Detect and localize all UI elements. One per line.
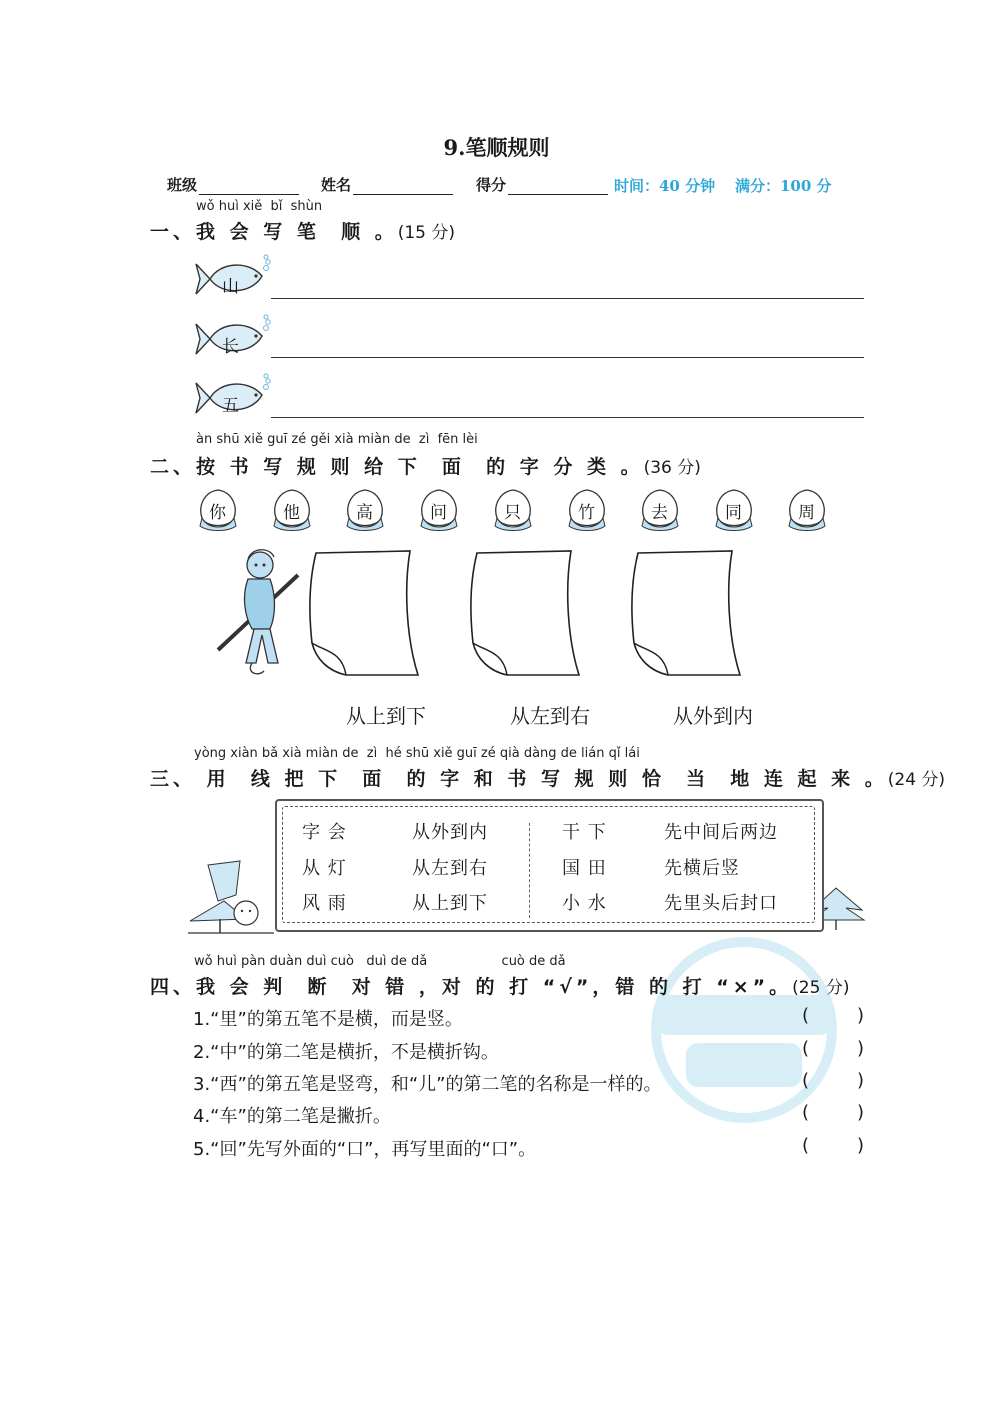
fish-char-3: 五 bbox=[222, 396, 239, 416]
answer-paren-close[interactable]: ) bbox=[857, 1135, 865, 1156]
match-divider bbox=[529, 823, 530, 918]
match-right-rule[interactable]: 先横后竖 bbox=[664, 858, 740, 879]
peach-char: 竹 bbox=[578, 503, 595, 523]
section1-pinyin: wǒ huì xiě bǐ shùn bbox=[196, 199, 323, 214]
question-item: 1.“里”的第五笔不是横，而是竖。 bbox=[193, 1009, 463, 1030]
time-info: 时间：40 分钟 bbox=[614, 177, 716, 195]
fish-char-2: 长 bbox=[222, 337, 239, 357]
question-item: 3.“西”的第五笔是竖弯，和“儿”的第二笔的名称是一样的。 bbox=[193, 1074, 662, 1095]
question-item: 5.“回”先写外面的“口”，再写里面的“口”。 bbox=[193, 1139, 537, 1160]
writing-line-3[interactable] bbox=[271, 417, 864, 418]
snow-tree-decoration-left bbox=[188, 855, 280, 935]
match-right-rule[interactable]: 先里头后封口 bbox=[664, 893, 778, 914]
full-score-info: 满分：100 分 bbox=[735, 177, 832, 195]
answer-paren-close[interactable]: ) bbox=[857, 1038, 865, 1059]
section1-heading: 一、我 会 写 笔 顺 。(15 分) bbox=[150, 221, 456, 243]
peach-char: 周 bbox=[798, 503, 815, 523]
peach-char: 高 bbox=[356, 503, 373, 523]
peach-char: 同 bbox=[725, 503, 742, 523]
category-label-3: 从外到内 bbox=[673, 704, 753, 728]
answer-paren-open[interactable]: ( bbox=[802, 1070, 810, 1091]
score-label: 得分 bbox=[476, 176, 507, 194]
question-item: 2.“中”的第二笔是横折，不是横折钩。 bbox=[193, 1042, 499, 1063]
page-title: 9.笔顺规则 bbox=[443, 135, 550, 160]
match-left-chars[interactable]: 风 雨 bbox=[302, 893, 347, 914]
fish-char-1: 山 bbox=[222, 277, 239, 297]
section4-pinyin: wǒ huì pàn duàn duì cuò duì de dǎ cuò de dǎ bbox=[194, 954, 566, 969]
match-right-chars[interactable]: 干 下 bbox=[562, 822, 607, 843]
category-label-1: 从上到下 bbox=[346, 704, 426, 728]
category-label-2: 从左到右 bbox=[510, 704, 590, 728]
monkey-king-icon bbox=[212, 545, 302, 680]
name-field[interactable] bbox=[321, 174, 453, 195]
section4-heading: 四、我 会 判 断 对 错 ，对 的 打 “√”，错 的 打 “×”。(25 分) bbox=[150, 976, 850, 998]
paper-sheet-1[interactable] bbox=[306, 547, 424, 682]
match-left-rule[interactable]: 从外到内 bbox=[412, 822, 488, 843]
answer-paren-open[interactable]: ( bbox=[802, 1005, 810, 1026]
section2-heading: 二、按 书 写 规 则 给 下 面 的 字 分 类 。(36 分) bbox=[150, 456, 701, 478]
name-label: 姓名 bbox=[321, 176, 352, 194]
match-left-rule[interactable]: 从上到下 bbox=[412, 893, 488, 914]
answer-paren-open[interactable]: ( bbox=[802, 1038, 810, 1059]
class-field[interactable] bbox=[167, 174, 299, 195]
watermark-seal-icon bbox=[636, 935, 852, 1125]
peach-char: 他 bbox=[283, 503, 300, 523]
answer-paren-open[interactable]: ( bbox=[802, 1102, 810, 1123]
section3-heading: 三、 用 线 把 下 面 的 字 和 书 写 规 则 恰 当 地 连 起 来 。(24 分) bbox=[150, 768, 946, 790]
section3-pinyin: yòng xiàn bǎ xià miàn de zì hé shū xiě guī zé qià dàng de lián qǐ lái bbox=[194, 746, 640, 761]
score-field[interactable] bbox=[476, 174, 608, 195]
writing-line-1[interactable] bbox=[271, 298, 864, 299]
match-left-chars[interactable]: 从 灯 bbox=[302, 858, 347, 879]
peach-char: 你 bbox=[209, 503, 226, 523]
match-left-rule[interactable]: 从左到右 bbox=[412, 858, 488, 879]
answer-paren-close[interactable]: ) bbox=[857, 1005, 865, 1026]
writing-line-2[interactable] bbox=[271, 357, 864, 358]
match-right-chars[interactable]: 国 田 bbox=[562, 858, 607, 879]
match-right-chars[interactable]: 小 水 bbox=[562, 893, 607, 914]
peach-char: 问 bbox=[430, 503, 447, 523]
class-label: 班级 bbox=[167, 176, 198, 194]
answer-paren-open[interactable]: ( bbox=[802, 1135, 810, 1156]
match-left-chars[interactable]: 字 会 bbox=[302, 822, 347, 843]
peach-char: 只 bbox=[504, 503, 521, 523]
paper-sheet-3[interactable] bbox=[628, 547, 746, 682]
match-right-rule[interactable]: 先中间后两边 bbox=[664, 822, 778, 843]
section2-pinyin: àn shū xiě guī zé gěi xià miàn de zì fēn lèi bbox=[196, 432, 478, 447]
paper-sheet-2[interactable] bbox=[467, 547, 585, 682]
answer-paren-close[interactable]: ) bbox=[857, 1070, 865, 1091]
answer-paren-close[interactable]: ) bbox=[857, 1102, 865, 1123]
peach-char: 去 bbox=[651, 503, 668, 523]
question-item: 4.“车”的第二笔是撇折。 bbox=[193, 1106, 391, 1127]
